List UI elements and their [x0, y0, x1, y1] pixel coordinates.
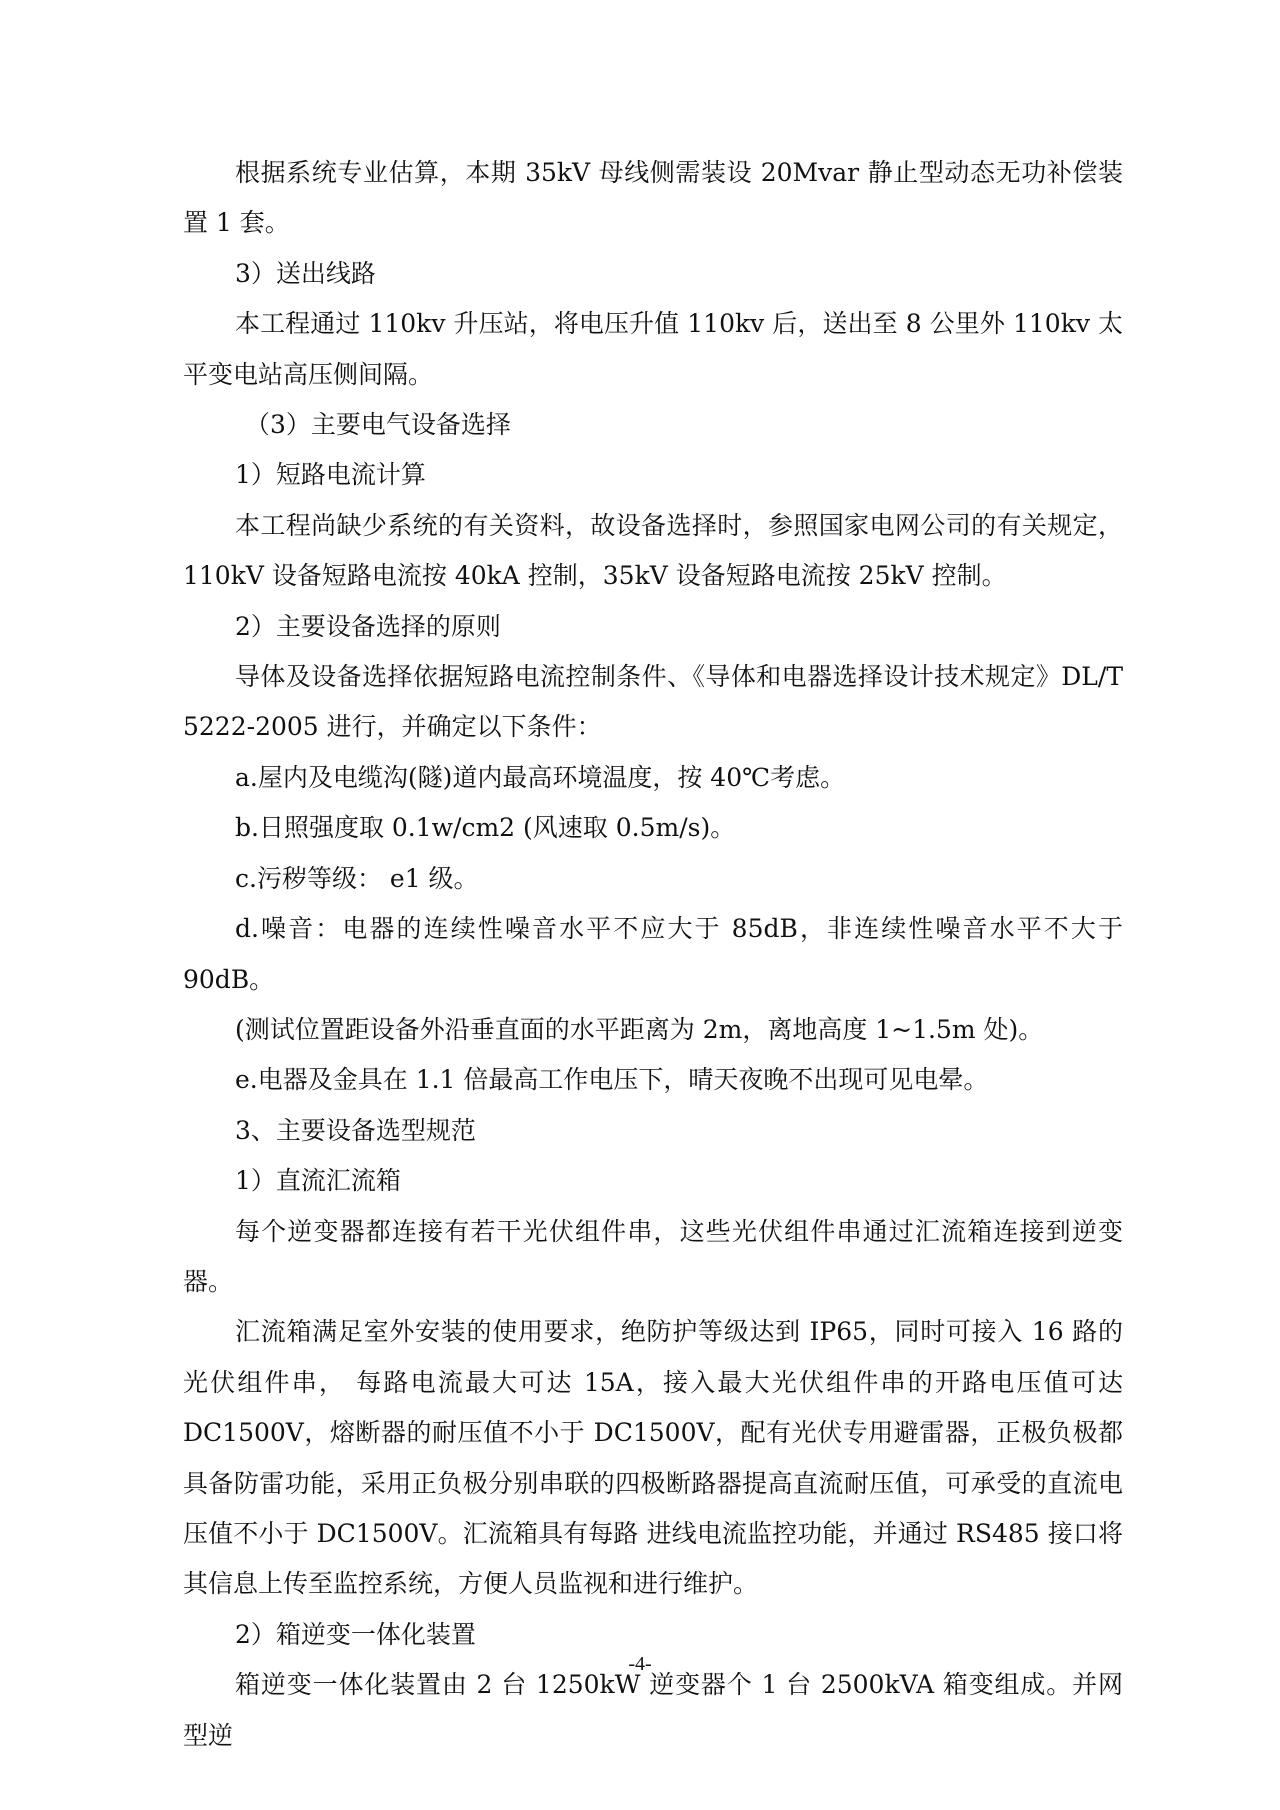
paragraph-combiner-specification: 汇流箱满足室外安装的使用要求，绝防护等级达到 IP65，同时可接入 16 路的光伏组件串， 每路电流最大可达 15A，接入最大光伏组件串的开路电压值可达 DC1500V，熔断器的耐压值不小于 DC1500V，配有光伏专用避雷器，正极负极都具备防雷功能，采用正负极分别串联的四极断路器提高直流耐压值，可承受的直流电压值不小于 DC1500V。汇流箱具有每路 进线电流监控功能，并通过 RS485 接口将其信息上传至监控系统，方便人员监视和进行维护。 — [183, 1317, 1123, 1599]
condition-d-note: (测试位置距设备外沿垂直面的水平距离为 2m，离地高度 1~1.5m 处)。 — [235, 1014, 1044, 1044]
paragraph-box-inverter-transformer: 箱逆变一体化装置由 2 台 1250kW 逆变器个 1 台 2500kVA 箱变组成。并网型逆 — [183, 1670, 1123, 1750]
paragraph-output-line: 本工程通过 110kv 升压站，将电压升值 110kv 后，送出至 8 公里外 110kv 太平变电站高压侧间隔。 — [183, 309, 1123, 389]
heading-box-inverter-transformer: 2）箱逆变一体化装置 — [235, 1619, 476, 1649]
heading-dc-combiner-box: 1）直流汇流箱 — [235, 1166, 401, 1196]
condition-d: d.噪音：电器的连续性噪音水平不应大于 85dB，非连续性噪音水平不大于 90dB。 — [183, 914, 1123, 994]
paragraph-combiner-connection: 每个逆变器都连接有若干光伏组件串，这些光伏组件串通过汇流箱连接到逆变器。 — [183, 1216, 1123, 1296]
heading-output-line: 3）送出线路 — [235, 258, 376, 288]
condition-b: b.日照强度取 0.1w/cm2 (风速取 0.5m/s)。 — [235, 813, 736, 843]
paragraph-selection-principles: 导体及设备选择依据短路电流控制条件、《导体和电器选择设计技术规定》DL/T 5222-2005 进行，并确定以下条件： — [183, 662, 1123, 742]
page-number: -4- — [628, 1653, 652, 1675]
heading-equipment-specification: 3、主要设备选型规范 — [235, 1115, 476, 1145]
paragraph-reactive-compensation: 根据系统专业估算，本期 35kV 母线侧需装设 20Mvar 静止型动态无功补偿装置 1 套。 — [183, 158, 1123, 238]
condition-a: a.屋内及电缆沟(隧)道内最高环境温度，按 40℃考虑。 — [235, 762, 846, 792]
heading-main-electrical-equipment: （3）主要电气设备选择 — [245, 410, 511, 440]
document-body — [183, 148, 1123, 1761]
heading-short-circuit-calculation: 1）短路电流计算 — [235, 460, 426, 490]
condition-e: e.电器及金具在 1.1 倍最高工作电压下，晴天夜晚不出现可见电晕。 — [235, 1065, 989, 1095]
heading-selection-principles: 2）主要设备选择的原则 — [235, 611, 501, 641]
condition-c: c.污秽等级： e1 级。 — [235, 863, 479, 893]
paragraph-short-circuit-calculation: 本工程尚缺少系统的有关资料，故设备选择时，参照国家电网公司的有关规定，110kV 设备短路电流按 40kA 控制，35kV 设备短路电流按 25kV 控制。 — [183, 510, 1123, 591]
